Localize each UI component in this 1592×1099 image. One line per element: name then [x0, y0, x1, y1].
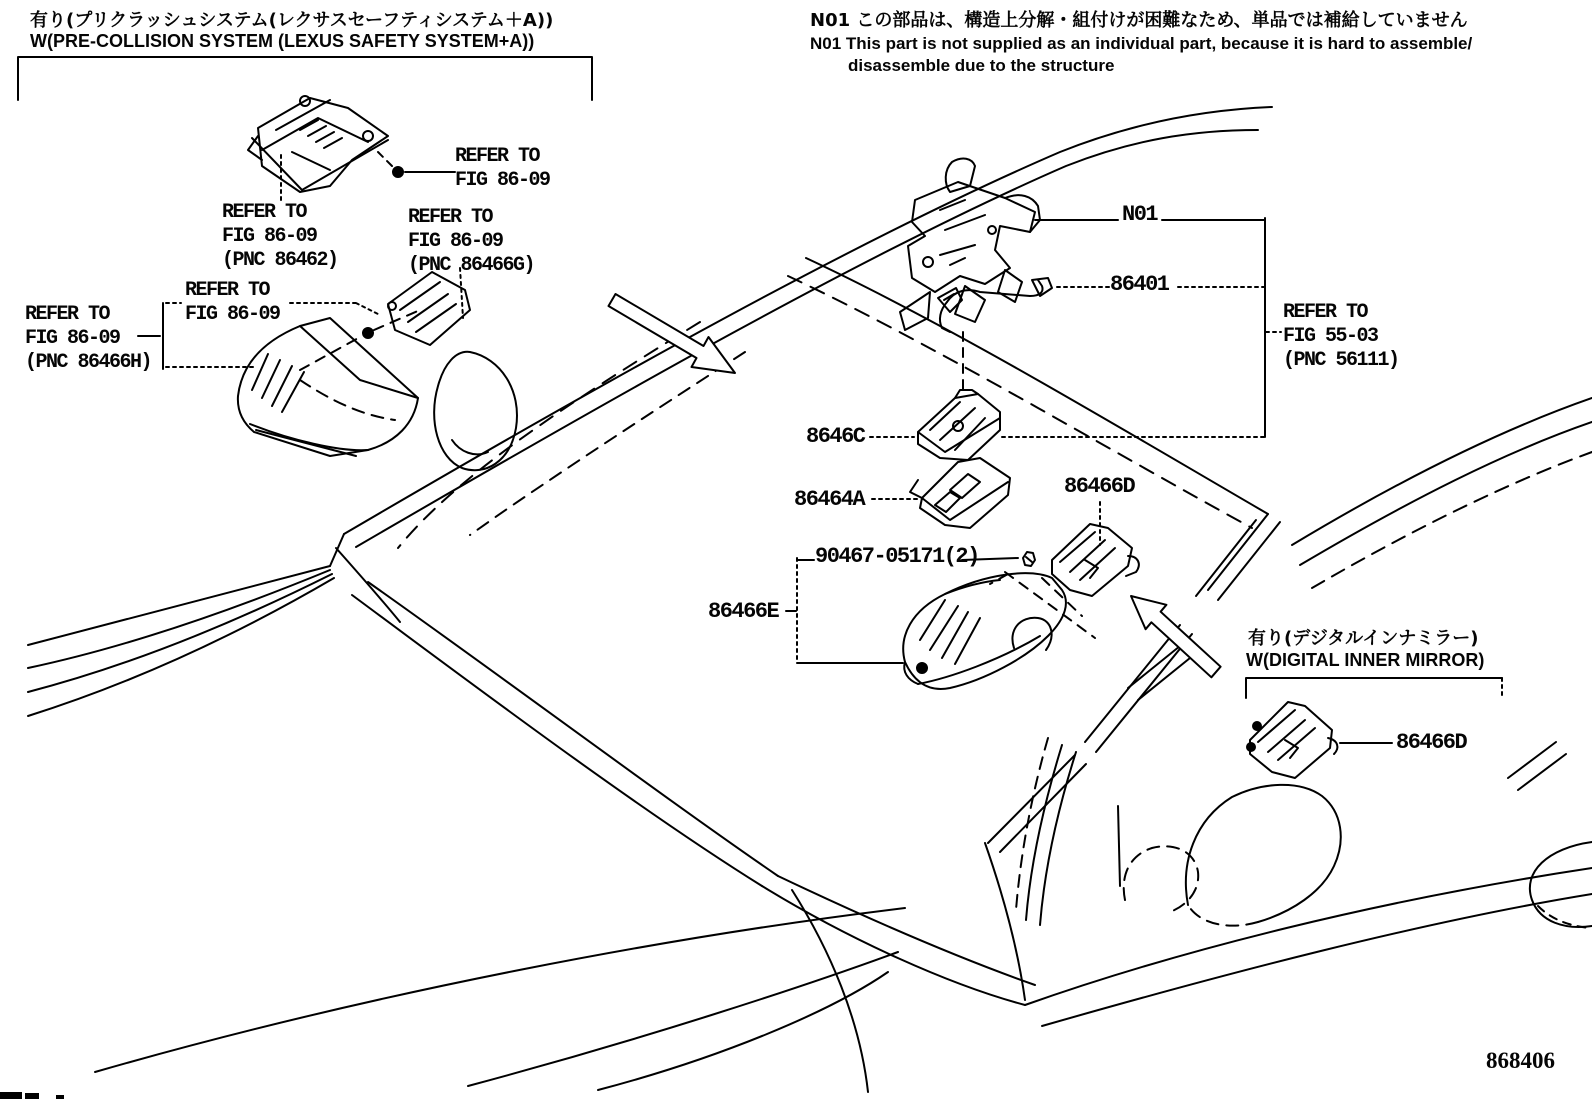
callout-line: FIG 86-09 [455, 169, 550, 192]
corner-mark [0, 1092, 22, 1099]
callout-line: FIG 55-03 [1283, 325, 1378, 348]
callout-line: FIG 86-09 [185, 303, 280, 326]
note-n01-en-line2: disassemble due to the structure [848, 56, 1115, 75]
callout-part-90467: 90467-05171(2) [815, 544, 979, 569]
callout-part-86466e: 86466E [708, 599, 779, 624]
callout-part-86466d-upper: 86466D [1064, 474, 1135, 499]
callout-part-86466d-lower: 86466D [1396, 730, 1467, 755]
part-8646c-camera [918, 390, 1000, 460]
callout-line: REFER TO [185, 279, 270, 302]
note-n01-jp: N01 この部品は、構造上分解・組付けが困難なため、単品では補給していません [810, 10, 1468, 31]
callout-refer-pnc-86462 [222, 201, 338, 273]
note-n01-en-line1: N01 This part is not supplied as an individual part, because it is hard to assemble/ [810, 34, 1473, 53]
note-precollision-en: W(PRE-COLLISION SYSTEM (LEXUS SAFETY SYSTEM+A)) [30, 31, 535, 51]
callout-line: REFER TO [408, 206, 493, 229]
callout-line: FIG 86-09 [222, 225, 317, 248]
note-digital-mirror-en: W(DIGITAL INNER MIRROR) [1246, 650, 1485, 670]
mirror-stem-outline [434, 352, 517, 470]
part-86466d-lower [1247, 702, 1337, 778]
callout-line: REFER TO [455, 145, 540, 168]
callout-refer-fig86-09-top [455, 145, 550, 193]
callout-line: REFER TO [25, 303, 110, 326]
corner-mark [25, 1093, 39, 1099]
callout-line: FIG 86-09 [25, 327, 120, 350]
note-digital-mirror-jp: 有り(デジタルインナミラー) [1248, 628, 1479, 649]
callout-refer-pnc-86466g [408, 206, 534, 278]
part-86466d-upper [1052, 524, 1139, 596]
callout-line: (PNC 86466H) [25, 351, 152, 374]
precollision-bracket [18, 57, 592, 100]
arrow-up-left [1131, 596, 1221, 677]
part-n01-bracket [900, 159, 1040, 330]
callout-refer-pnc-56111 [1283, 301, 1399, 373]
callout-part-86464a: 86464A [794, 487, 865, 512]
corner-mark [56, 1095, 64, 1099]
part-86401-wire [938, 278, 1052, 332]
part-camera-sensor-unit [248, 96, 388, 192]
callout-line: (PNC 86462) [222, 249, 338, 272]
note-precollision-jp: 有り(プリクラッシュシステム(レクサスセーフティシステム＋A)) [30, 10, 554, 31]
arrow-down-right [609, 294, 736, 373]
part-camera-cover [238, 318, 418, 456]
part-90467-screw [1023, 552, 1035, 566]
callout-line: (PNC 56111) [1283, 349, 1399, 372]
part-86464a-cover [910, 458, 1010, 528]
callout-line: FIG 86-09 [408, 230, 503, 253]
diagram-number: 868406 [1486, 1048, 1555, 1073]
callout-refer-fig86-09-mid [185, 279, 280, 327]
callout-n01: N01 [1122, 202, 1158, 227]
callout-line: (PNC 86466G) [408, 254, 535, 277]
part-86466e-mirror-cover [903, 573, 1066, 689]
callout-refer-pnc-86466h [25, 303, 151, 375]
callout-part-8646c: 8646C [806, 424, 865, 449]
callout-part-86401: 86401 [1110, 272, 1169, 297]
callout-line: REFER TO [1283, 301, 1368, 324]
callout-line: REFER TO [222, 201, 307, 224]
part-86466g-bracket [388, 272, 470, 345]
